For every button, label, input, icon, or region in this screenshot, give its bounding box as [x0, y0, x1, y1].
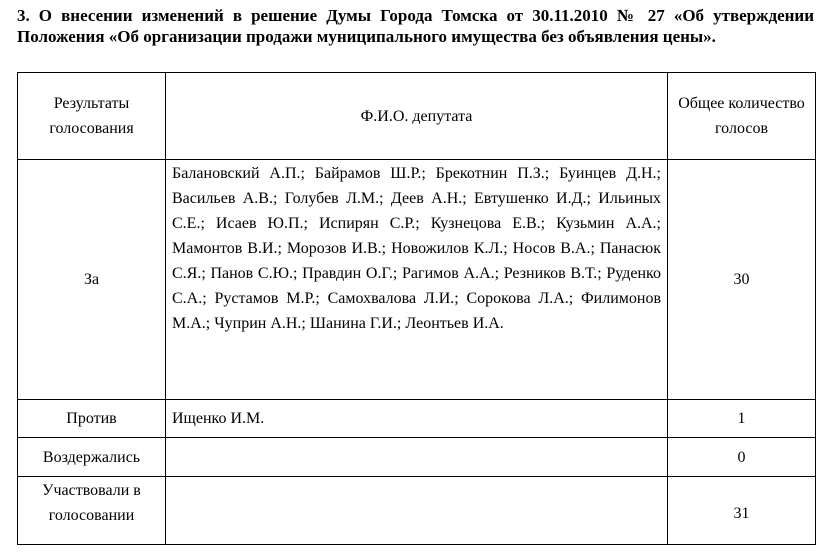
- row-against-result: Против: [18, 400, 166, 438]
- row-for-names: Балановский А.П.; Байрамов Ш.Р.; Брекотнин П.З.; Буинцев Д.Н.; Васильев А.В.; Голубев Л.М.; Деев А.Н.; Евтушенко И.Д.; Ильиных С.Е.; Исаев Ю.П.; Испирян С.Р.; Кузнецова Е.В.; Кузьмин А.А.; Мамонтов В.И.; Морозов И.В.; Новожилов К.Л.; Носов В.А.; Панасюк С.Я.; Панов С.Ю.; Правдин О.Г.; Рагимов А.А.; Резников В.Т.; Руденко С.А.; Рустамов М.Р.; Самохвалова Л.И.; Сорокова Л.А.; Филимонов М.А.; Чуприн А.Н.; Шанина Г.И.; Леонтьев И.А.: [166, 160, 668, 400]
- header-deputy-names: Ф.И.О. депутата: [166, 73, 668, 160]
- row-participated-result: Участвовали в голосовании: [18, 477, 166, 545]
- table-row-participated: [18, 477, 816, 545]
- row-for-result: За: [18, 160, 166, 400]
- table-header-row: [18, 73, 816, 160]
- row-abstained-result: Воздержались: [18, 438, 166, 477]
- row-participated-total: 31: [668, 477, 816, 545]
- row-against-names: Ищенко И.М.: [166, 400, 668, 438]
- row-against-total: 1: [668, 400, 816, 438]
- header-voting-results: Результаты голосования: [18, 73, 166, 160]
- row-participated-names: [166, 477, 668, 545]
- header-total-votes: Общее количество голосов: [668, 73, 816, 160]
- table-row-abstained: [18, 438, 816, 477]
- table-row-against: [18, 400, 816, 438]
- table-row-for: [18, 160, 816, 400]
- row-abstained-total: 0: [668, 438, 816, 477]
- row-abstained-names: [166, 438, 668, 477]
- agenda-item-heading: 3. О внесении изменений в решение Думы Города Томска от 30.11.2010 № 27 «Об утверждении Положения «Об организации продажи муниципального имущества без объявления цены».: [17, 6, 814, 46]
- row-for-total: 30: [668, 160, 816, 400]
- voting-results-table: [17, 72, 816, 545]
